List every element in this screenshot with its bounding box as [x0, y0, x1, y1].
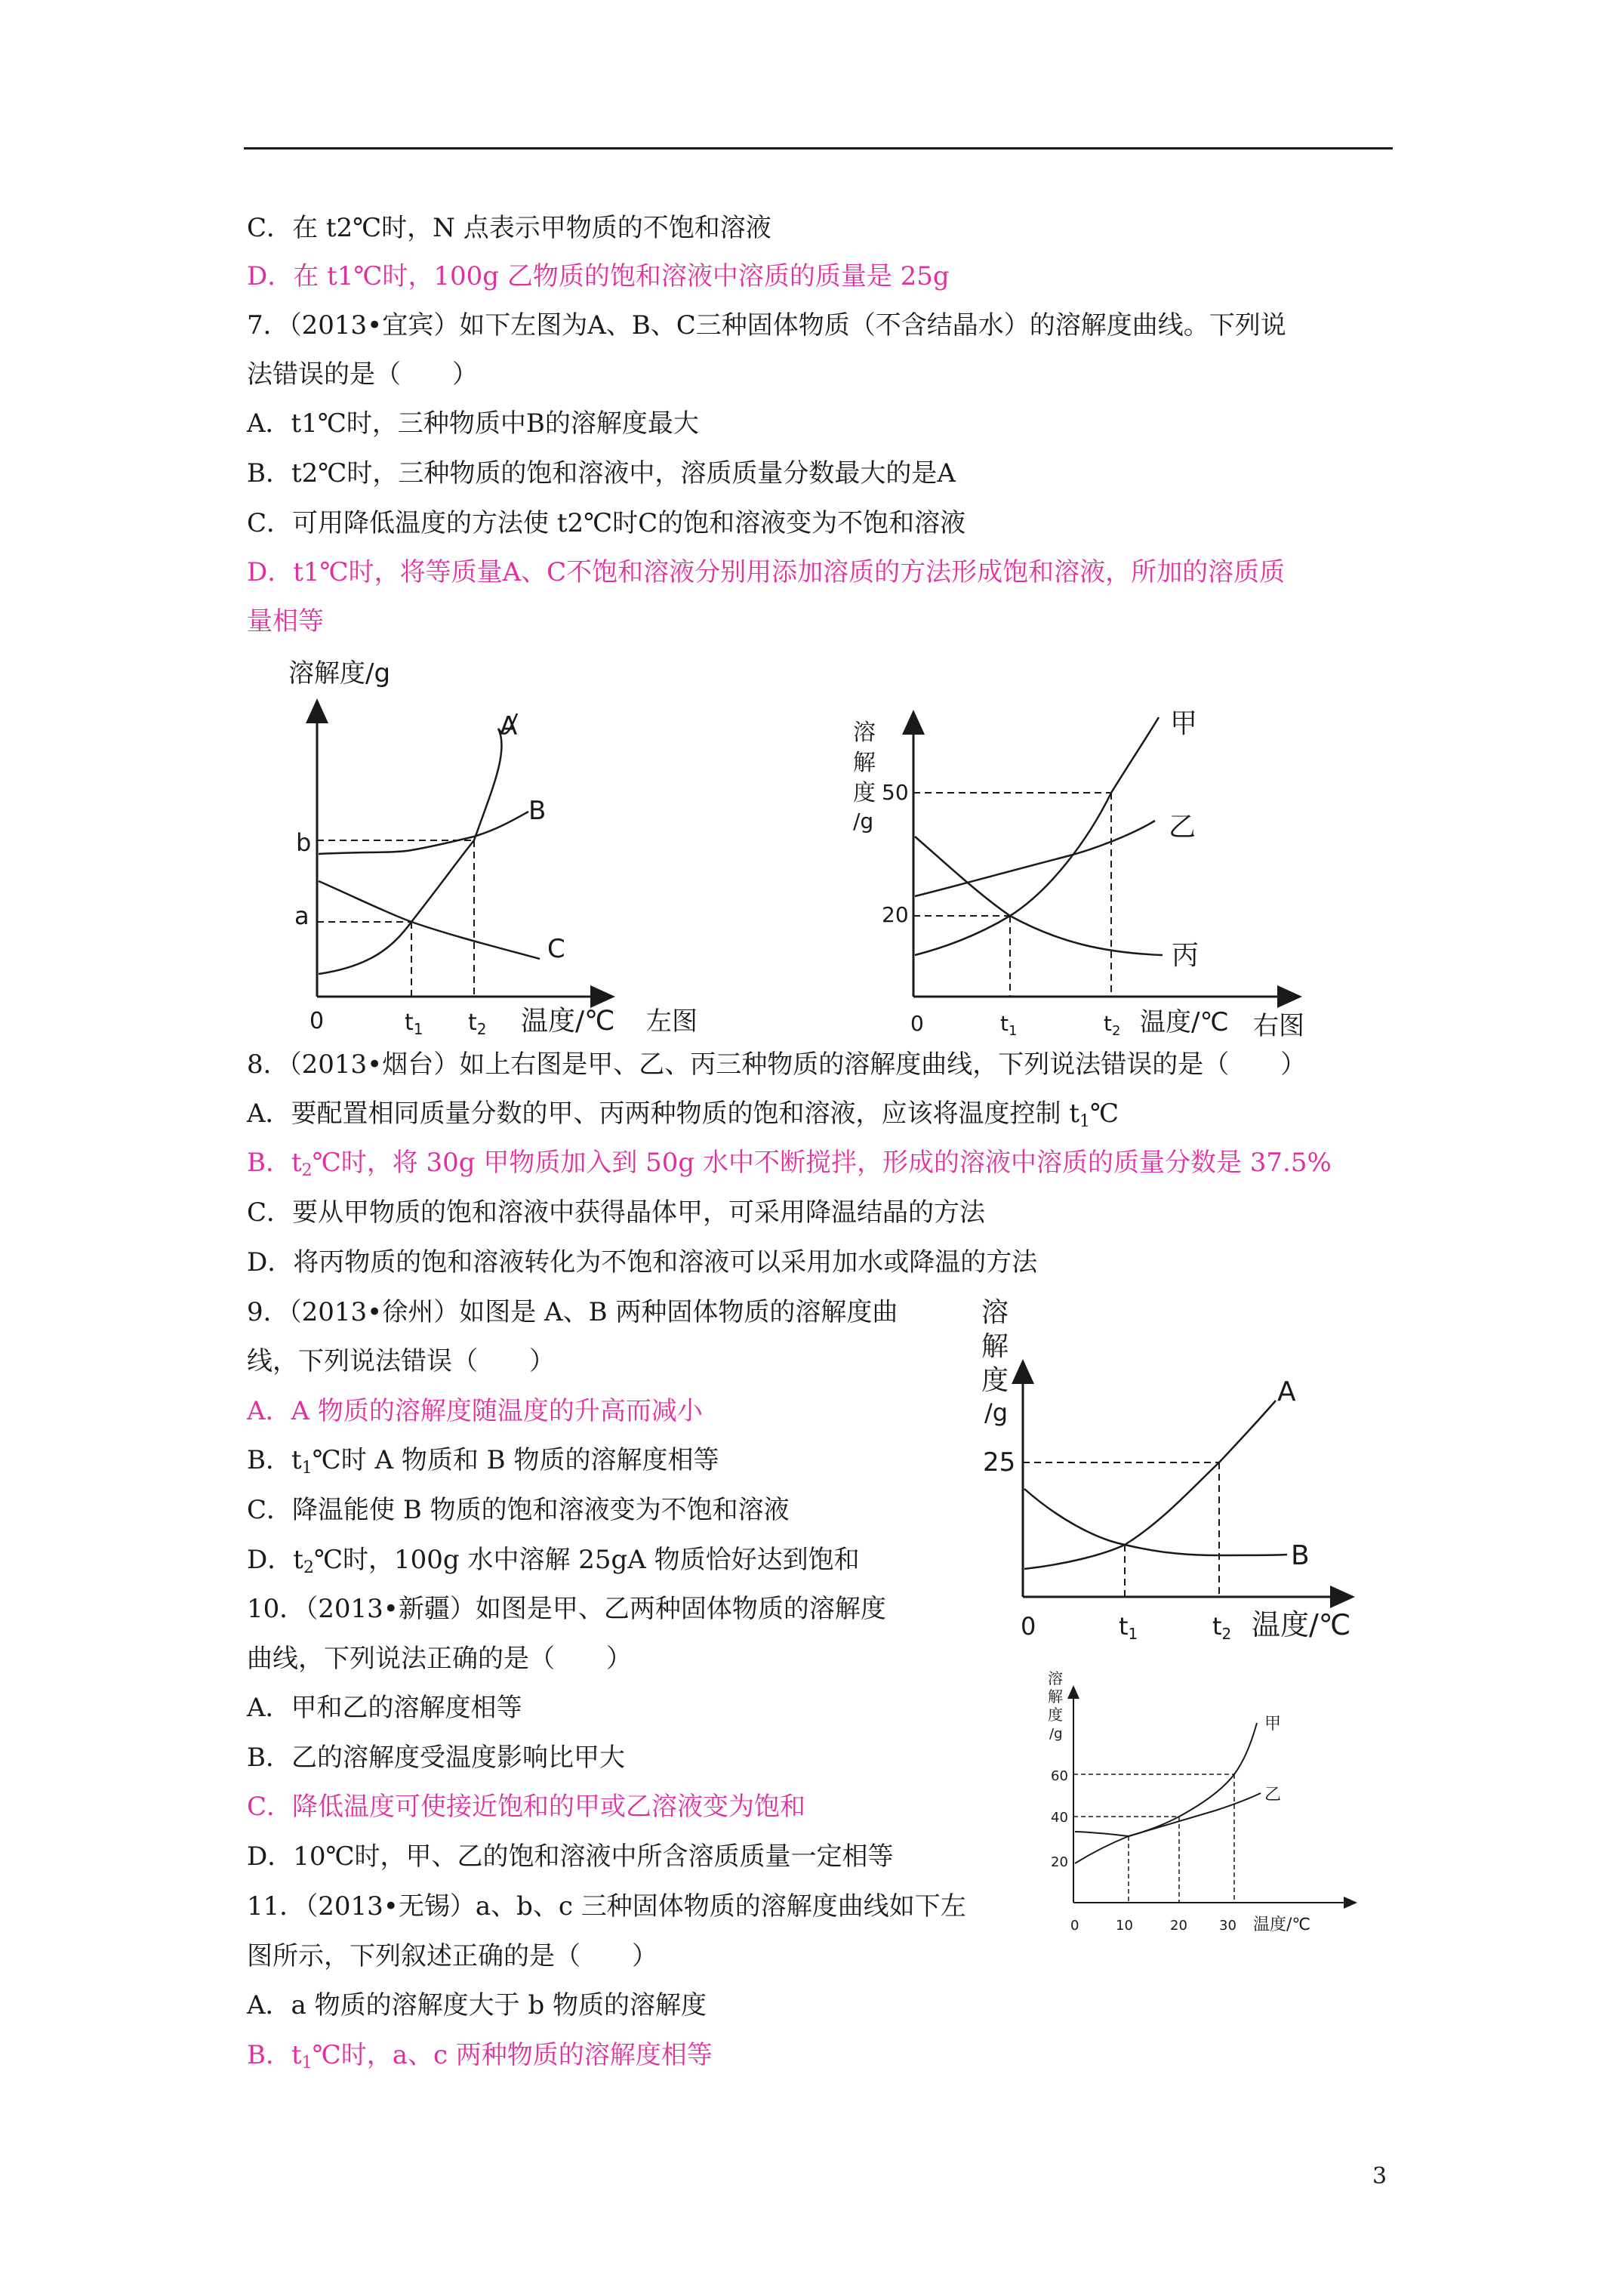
y-axis-label-2: 解 [981, 1331, 1009, 1362]
q7-option-d-answer-line1: D．t1℃时，将等质量A、C不饱和溶液分别用添加溶质的方法形成饱和溶液，所加的溶质质 [247, 557, 1286, 587]
left-solubility-graph [272, 657, 740, 1042]
curve-C [319, 881, 540, 959]
curve-label-jia: 甲 [1264, 1715, 1282, 1734]
q10-option-a: A．甲和乙的溶解度相等 [247, 1693, 522, 1723]
q10-option-c-answer: C．降低温度可使接近饱和的甲或乙溶液变为饱和 [247, 1792, 806, 1822]
y-axis-label-4: /g [1049, 1726, 1063, 1742]
q6-option-c: C．在 t2℃时，N 点表示甲物质的不饱和溶液 [247, 213, 771, 243]
curve-label-A: A [1277, 1376, 1296, 1407]
curve-bing [915, 837, 1163, 955]
curve-label-yi: 乙 [1169, 812, 1196, 843]
q9-stem-line1: 9．（2013•徐州）如图是 A、B 两种固体物质的溶解度曲 [247, 1297, 898, 1327]
tick-label-t1: $t_1$ [405, 1009, 423, 1038]
tick-label-x20: 20 [1170, 1918, 1187, 1934]
q11-stem-line1: 11．（2013•无锡）a、b、c 三种固体物质的溶解度曲线如下左 [247, 1891, 966, 1922]
q7-option-d-answer-line2: 量相等 [247, 606, 324, 636]
origin-label: 0 [310, 1008, 325, 1034]
q6-option-d-answer: D．在 t1℃时，100g 乙物质的饱和溶液中溶质的质量是 25g [247, 261, 950, 291]
y-axis-label-3: 度 [853, 780, 876, 806]
q7-option-b: B．t2℃时，三种物质的饱和溶液中，溶质质量分数最大的是A [247, 458, 956, 488]
curve-A [319, 713, 517, 974]
curve-label-jia: 甲 [1170, 708, 1198, 739]
q10-solubility-graph [1034, 1669, 1366, 1940]
curve-A [1024, 1401, 1276, 1569]
q7-option-a: A．t1℃时，三种物质中B的溶解度最大 [247, 408, 699, 439]
curve-label-B: B [528, 796, 547, 826]
q10-stem-line2: 曲线，下列说法正确的是（ ） [247, 1644, 632, 1674]
curve-yi [1075, 1793, 1261, 1863]
tick-label-t2: $t_2$ [1104, 1011, 1121, 1039]
curve-label-C: C [547, 934, 565, 964]
tick-label-t2: $t_2$ [468, 1009, 487, 1038]
q8-option-c: C．要从甲物质的饱和溶液中获得晶体甲，可采用降温结晶的方法 [247, 1197, 986, 1228]
q9-option-b: B．$t_1℃$时 A 物质和 B 物质的溶解度相等 [247, 1445, 719, 1478]
y-axis-label-1: 溶 [981, 1297, 1009, 1328]
q8-option-a: A．要配置相同质量分数的甲、丙两种物质的饱和溶液，应该将温度控制 $t_1℃$ [247, 1099, 1119, 1131]
curve-label-yi: 乙 [1264, 1786, 1282, 1804]
header-rule [244, 147, 1393, 149]
y-axis-label-4: /g [984, 1398, 1009, 1427]
tick-label-40: 40 [1051, 1810, 1068, 1826]
q9-option-a-answer: A．A 物质的溶解度随温度的升高而减小 [247, 1396, 703, 1426]
q11-stem-line2: 图所示，下列叙述正确的是（ ） [247, 1941, 658, 1971]
tick-label-b: b [296, 828, 312, 857]
tick-label-x10: 10 [1116, 1918, 1133, 1934]
q10-option-b: B．乙的溶解度受温度影响比甲大 [247, 1743, 625, 1773]
tick-label-t1: t1 [1119, 1612, 1138, 1643]
q9-stem-line2: 线，下列说法错误（ ） [247, 1346, 555, 1376]
curve-label-bing: 丙 [1172, 940, 1200, 971]
figure-caption-right: 右图 [1253, 1011, 1304, 1041]
curve-B [319, 812, 528, 854]
tick-label-50: 50 [882, 780, 909, 805]
x-axis-label: 温度/℃ [1140, 1007, 1229, 1037]
q11-option-a: A．a 物质的溶解度大于 b 物质的溶解度 [247, 1990, 707, 2020]
y-axis-label-3: 度 [981, 1365, 1009, 1396]
q7-stem-line2: 法错误的是（ ） [247, 359, 478, 390]
q7-option-c: C．可用降低温度的方法使 t2℃时C的饱和溶液变为不饱和溶液 [247, 508, 966, 538]
q9-option-d: D．$t_2℃$时，100g 水中溶解 25gA 物质恰好达到饱和 [247, 1545, 860, 1577]
figure-caption-left: 左图 [646, 1006, 698, 1037]
tick-label-x0: 0 [1070, 1918, 1079, 1934]
q8-option-d: D．将丙物质的饱和溶液转化为不饱和溶液可以采用加水或降温的方法 [247, 1247, 1038, 1277]
tick-label-t2: t2 [1212, 1612, 1232, 1643]
y-axis-label-3: 度 [1048, 1706, 1063, 1724]
x-axis-label: 温度/℃ [1252, 1608, 1351, 1641]
q7-stem-line1: 7．（2013•宜宾）如下左图为A、B、C三种固体物质（不含结晶水）的溶解度曲线。下列说 [247, 310, 1286, 341]
q8-option-b-answer: B．$t_2℃$时，将 30g 甲物质加入到 50g 水中不断搅拌，形成的溶液中溶质的质量分数是 37.5% [247, 1148, 1332, 1180]
x-axis-label: 温度/℃ [521, 1006, 615, 1037]
q9-option-c: C．降温能使 B 物质的饱和溶液变为不饱和溶液 [247, 1495, 790, 1525]
tick-label-20: 20 [882, 902, 909, 927]
curve-yi [915, 821, 1155, 896]
tick-label-20: 20 [1051, 1854, 1068, 1870]
origin-label: 0 [1021, 1612, 1036, 1641]
curve-label-A: A [500, 711, 518, 741]
curve-label-B: B [1291, 1540, 1310, 1571]
x-axis-label: 温度/℃ [1253, 1915, 1311, 1934]
q10-stem-line1: 10．（2013•新疆）如图是甲、乙两种固体物质的溶解度 [247, 1594, 886, 1624]
right-solubility-graph [838, 698, 1321, 1042]
q8-stem: 8．（2013•烟台）如上右图是甲、乙、丙三种物质的溶解度曲线，下列说法错误的是（ ） [247, 1049, 1307, 1080]
tick-label-x30: 30 [1219, 1918, 1236, 1934]
origin-label: 0 [910, 1011, 924, 1036]
q11-option-b-answer: B．$t_1℃$时，a、c 两种物质的溶解度相等 [247, 2040, 713, 2073]
tick-label-t1: $t_1$ [1000, 1011, 1018, 1039]
tick-label-a: a [294, 901, 310, 930]
q9-solubility-graph [974, 1291, 1366, 1653]
tick-label-25: 25 [983, 1447, 1016, 1478]
y-axis-label-1: 溶 [1048, 1669, 1063, 1687]
y-axis-label-1: 溶 [853, 720, 876, 746]
q10-option-d: D．10℃时，甲、乙的饱和溶液中所含溶质质量一定相等 [247, 1841, 894, 1872]
curve-jia [1075, 1723, 1257, 1836]
y-axis-label-2: 解 [1048, 1687, 1063, 1706]
y-axis-label: 溶解度/g [288, 658, 391, 689]
y-axis-label-4: /g [853, 809, 874, 834]
y-axis-label-2: 解 [853, 750, 876, 776]
page-number: 3 [1372, 2163, 1387, 2190]
tick-label-60: 60 [1051, 1768, 1068, 1784]
